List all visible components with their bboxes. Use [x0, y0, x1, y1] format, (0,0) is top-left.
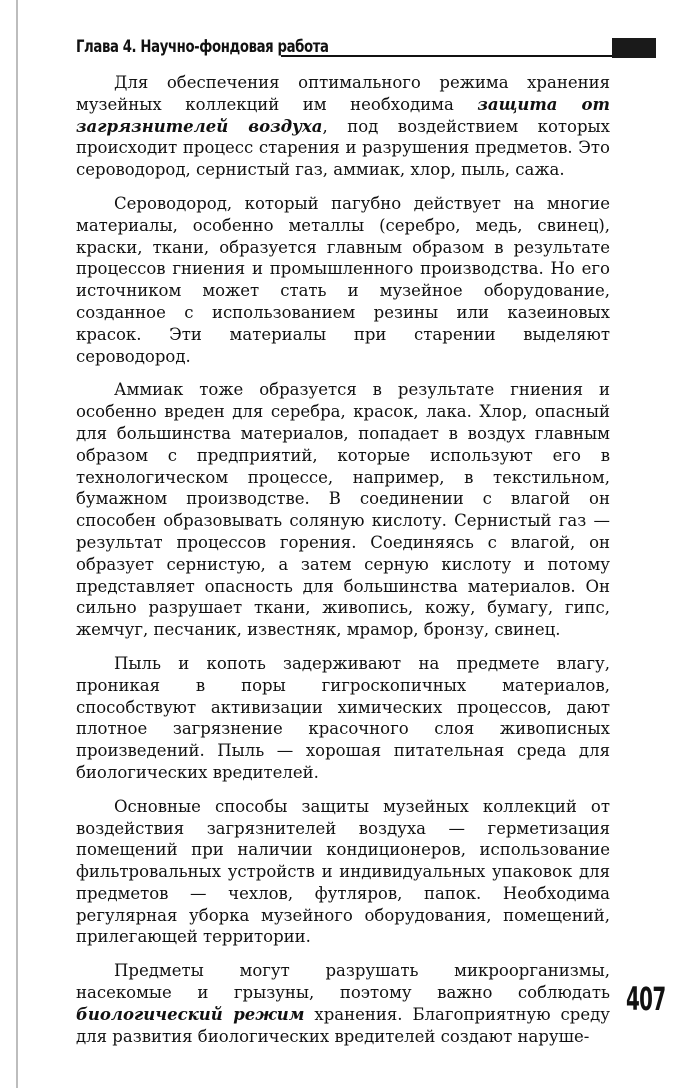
paragraph-5 — [76, 796, 610, 949]
paragraph-1-text-b: , под воздействием которых происходит процесс старения и разрушения предметов. Это сероводород, сернистый газ, аммиак, хлор, пыль, сажа. — [76, 116, 610, 180]
paragraph-6-emphasis: биологический режим — [76, 1004, 305, 1024]
header-rule — [281, 55, 612, 57]
paragraph-4-text: Пыль и копоть задерживают на предмете влагу, проникая в поры гигроскопичных материалов, способствуют активизации химических процессов, дают плотное загрязнение красочного слоя живописных произведений. Пыль — хорошая питательная среда для биологических вредителей. — [76, 653, 610, 782]
paragraph-1-text-a: Для обеспечения оптимального режима хранения музейных коллекций им необходима — [76, 73, 610, 114]
header-block — [612, 38, 656, 58]
body-text — [76, 72, 610, 1059]
paragraph-1 — [76, 72, 610, 181]
chapter-title: Глава 4. Научно-фондовая работа — [76, 37, 329, 57]
paragraph-2 — [76, 193, 610, 367]
paragraph-4 — [76, 653, 610, 784]
running-header — [76, 36, 656, 60]
paragraph-3 — [76, 379, 610, 641]
paragraph-2-text: Сероводород, который пагубно действует на многие материалы, особенно металлы (серебро, медь, свинец), краски, ткани, образуется главным образом в результате процессов гниения и промышленного производства. Но его источником может стать и музейное оборудование, созданное с использованием резины или казеиновых красок. Эти материалы при старении выделяют сероводород. — [76, 193, 610, 366]
paragraph-1-emphasis: защита от загрязнителей воздуха — [76, 94, 610, 136]
paragraph-6-text-a: Предметы могут разрушать микроорганизмы, насекомые и грызуны, поэтому важно соблюдать — [76, 961, 610, 1003]
paragraph-5-text: Основные способы защиты музейных коллекций от воздействия загрязнителей воздуха — герметизация помещений при наличии кондиционеров, использование фильтровальных устройств и индивидуальных упаковок для предметов — чехлов, футляров, папок. Необходима регулярная уборка музейного оборудования, помещений, прилегающей территории. — [76, 796, 610, 947]
paragraph-6 — [76, 960, 610, 1047]
paragraph-6-text-b: хранения. Благоприятную среду для развития биологических вредителей создают наруше- — [76, 1004, 610, 1046]
page-edge — [16, 0, 18, 1088]
paragraph-3-text: Аммиак тоже образуется в результате гниения и особенно вреден для серебра, красок, лака. Хлор, опасный для большинства материалов, попадает в воздух главным образом с предприятий, которые используют его в технологическом процессе, например, в текстильном, бумажном производстве. В соединении с влагой он способен образовывать соляную кислоту. Сернистый газ — результат процессов горения. Соединяясь с влагой, он образует сернистую, а затем серную кислоту и потому представляет опасность для большинства материалов. Он сильно разрушает ткани, живопись, кожу, бумагу, гипс, жемчуг, песчаник, известняк, мрамор, бронзу, свинец. — [76, 380, 610, 640]
page-number: 407 — [626, 980, 666, 1018]
